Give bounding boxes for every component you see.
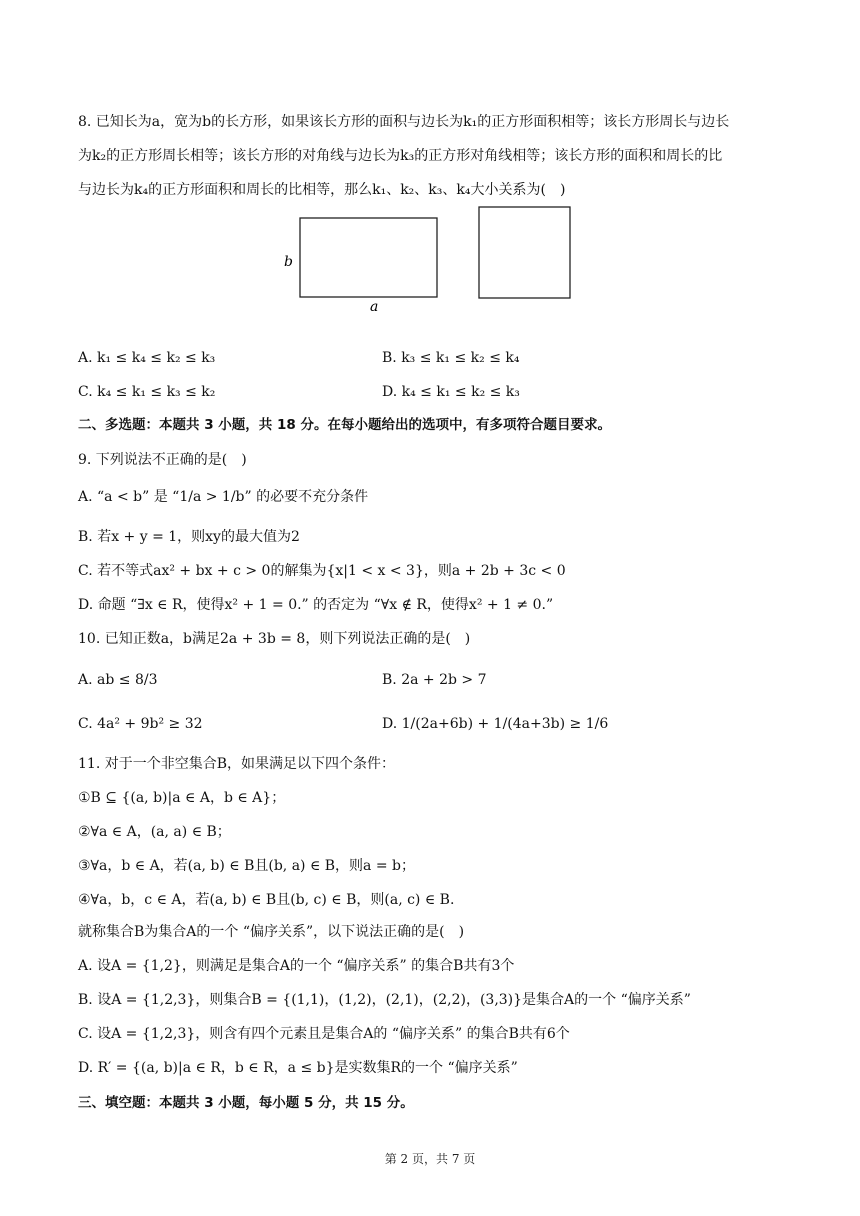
q10-option-c: C. 4a² + 9b² ≥ 32	[78, 716, 203, 732]
q8-option-c: C. k₄ ≤ k₁ ≤ k₃ ≤ k₂	[78, 384, 216, 400]
q11-option-a: A. 设A = {1,2}，则满足是集合A的一个 “偏序关系” 的集合B共有3个	[78, 958, 515, 974]
q9-option-c: C. 若不等式ax² + bx + c > 0的解集为{x|1 < x < 3}，则a + 2b + 3c < 0	[78, 563, 566, 579]
q8-option-a: A. k₁ ≤ k₄ ≤ k₂ ≤ k₃	[78, 350, 216, 366]
q10-option-d: D. 1/(2a+6b) + 1/(4a+3b) ≥ 1/6	[382, 716, 609, 732]
q11-option-b: B. 设A = {1,2,3}，则集合B = {(1,1)，(1,2)，(2,1)，(2,2)，(3,3)}是集合A的一个 “偏序关系”	[78, 992, 691, 1008]
rectangle-shape	[300, 218, 437, 297]
section-2-heading: 二、多选题：本题共 3 小题，共 18 分。在每小题给出的选项中，有多项符合题目要求。	[78, 417, 611, 433]
q10-stem: 10. 已知正数a，b满足2a + 3b = 8，则下列说法正确的是( )	[78, 631, 471, 647]
section-3-heading: 三、填空题：本题共 3 小题，每小题 5 分，共 15 分。	[78, 1095, 414, 1111]
rect-side-label: b	[284, 254, 293, 270]
q8-stem-line-3: 与边长为k₄的正方形面积和周长的比相等，那么k₁、k₂、k₃、k₄大小关系为( )	[78, 182, 566, 198]
q11-condition-4: ④∀a，b，c ∈ A，若(a, b) ∈ B且(b, c) ∈ B，则(a, c) ∈ B.	[78, 892, 455, 908]
q11-option-d: D. R′ = {(a, b)|a ∈ R，b ∈ R，a ≤ b}是实数集R的一个 “偏序关系”	[78, 1060, 518, 1076]
square-shape	[479, 207, 570, 298]
q9-option-b: B. 若x + y = 1，则xy的最大值为2	[78, 529, 300, 545]
q8-stem-line-2: 为k₂的正方形周长相等；该长方形的对角线与边长为k₃的正方形对角线相等；该长方形的面积和周长的比	[78, 148, 723, 164]
q8-stem-line-1: 8. 已知长为a，宽为b的长方形，如果该长方形的面积与边长为k₁的正方形面积相等；该长方形周长与边长	[78, 114, 730, 130]
q9-option-d: D. 命题 “∃x ∈ R，使得x² + 1 = 0.” 的否定为 “∀x ∉ R，使得x² + 1 ≠ 0.”	[78, 597, 554, 613]
q9-option-a: A. “a < b” 是 “1/a > 1/b” 的必要不充分条件	[78, 489, 369, 505]
q11-stem: 11. 对于一个非空集合B，如果满足以下四个条件：	[78, 756, 396, 772]
rect-bottom-label: a	[370, 299, 379, 315]
q11-condition-3: ③∀a，b ∈ A，若(a, b) ∈ B且(b, a) ∈ B，则a = b；	[78, 858, 415, 874]
q11-definition: 就称集合B为集合A的一个 “偏序关系”，以下说法正确的是( )	[78, 924, 465, 940]
q8-figure	[270, 205, 590, 320]
q11-condition-2: ②∀a ∈ A，(a, a) ∈ B；	[78, 824, 231, 840]
q10-option-b: B. 2a + 2b > 7	[382, 672, 487, 688]
page-footer: 第 2 页，共 7 页	[384, 1152, 476, 1166]
q9-stem: 9. 下列说法不正确的是( )	[78, 452, 247, 468]
q8-option-d: D. k₄ ≤ k₁ ≤ k₂ ≤ k₃	[382, 384, 520, 400]
q10-option-a: A. ab ≤ 8/3	[78, 672, 158, 688]
q8-option-b: B. k₃ ≤ k₁ ≤ k₂ ≤ k₄	[382, 350, 520, 366]
q11-option-c: C. 设A = {1,2,3}，则含有四个元素且是集合A的 “偏序关系” 的集合B共有6个	[78, 1026, 570, 1042]
q11-condition-1: ①B ⊆ {(a, b)|a ∈ A，b ∈ A}；	[78, 790, 286, 806]
